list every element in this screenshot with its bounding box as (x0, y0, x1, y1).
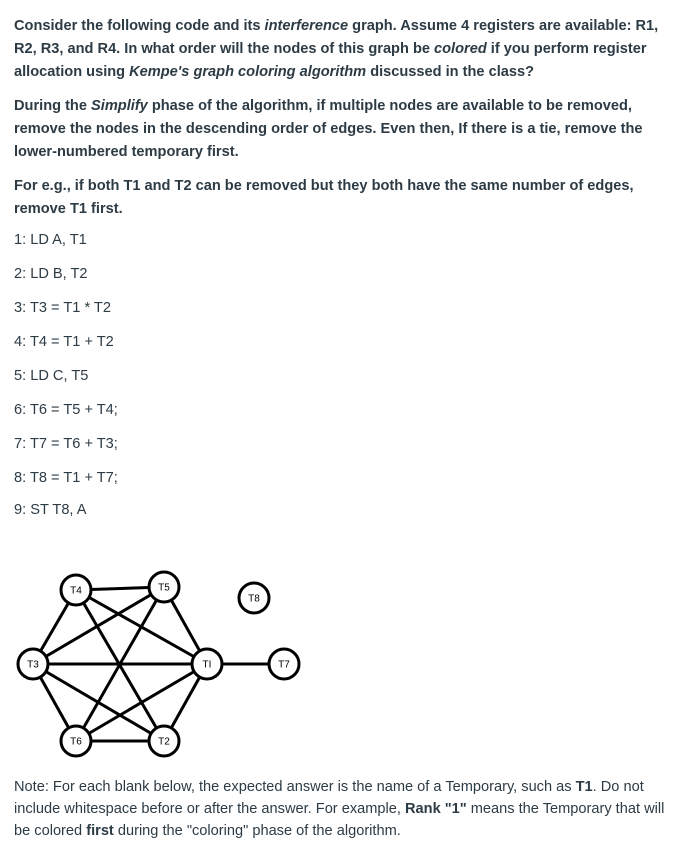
q1-text-g: discussed in the class? (366, 64, 535, 80)
q1-text-a: Consider the following code and its (14, 18, 265, 34)
node-t2 (149, 726, 179, 756)
note-bold-rank: Rank "1" (405, 801, 467, 817)
q1-emphasis-kempe: Kempe's graph coloring algorithm (129, 64, 367, 80)
code-line-4: 4: T4 = T1 + T2 (14, 334, 114, 350)
node-t7-label: T7 (278, 659, 290, 671)
code-line-8: 8: T8 = T1 + T7; (14, 470, 118, 486)
node-t5 (149, 572, 179, 602)
question-paragraph-3: For e.g., if both T1 and T2 can be removed but they both have the same number of edges, remove T1 first. (14, 178, 634, 217)
code-line-7: 7: T7 = T6 + T3; (14, 436, 118, 452)
node-t2-label: T2 (158, 736, 170, 748)
code-line-1: 1: LD A, T1 (14, 232, 87, 248)
note-text-g: during the "coloring" phase of the algorithm. (113, 823, 401, 839)
q1-text-e: if you perform register allocation using (14, 41, 647, 80)
note-bold-first: first (86, 823, 114, 839)
node-t3 (18, 649, 48, 679)
node-t6-label: T6 (70, 736, 82, 748)
edge-t5-t3 (33, 587, 164, 664)
node-t1-label: TI (202, 659, 212, 671)
note-bold-t1: T1 (575, 779, 593, 795)
node-t8-label: T8 (248, 593, 260, 605)
node-t4 (61, 575, 91, 605)
q1-emphasis-colored: colored (434, 41, 487, 57)
node-t1 (192, 649, 222, 679)
node-t7 (269, 649, 299, 679)
note-text-c: . Do not include whitespace before or after the answer. For example, (14, 779, 644, 817)
code-line-2: 2: LD B, T2 (14, 266, 88, 282)
node-t8 (239, 583, 269, 613)
note-text-e: means the Temporary that will be colored (14, 801, 665, 839)
q2-text-c: phase of the algorithm, if multiple nodes are available to be removed, remove the nodes in the descending order of edges. Even then, If there is a tie, remove the lower-numbered temporary first. (14, 98, 643, 160)
note-text (14, 776, 678, 842)
q2-emphasis-simplify: Simplify (91, 98, 148, 114)
code-line-9: 9: ST T8, A (14, 502, 87, 518)
node-t4-label: T4 (70, 585, 82, 597)
node-t3-label: T3 (27, 659, 39, 671)
code-line-3: 3: T3 = T1 * T2 (14, 300, 111, 316)
node-t5-label: T5 (158, 582, 170, 594)
note-text-a: Note: For each blank below, the expected answer is the name of a Temporary, such as (14, 779, 576, 795)
q1-emphasis-interference: interference (264, 18, 349, 34)
node-t6 (61, 726, 91, 756)
code-line-5: 5: LD C, T5 (14, 368, 89, 384)
q1-text-c: graph. Assume 4 registers are available: R1, R2, R3, and R4. In what order will the nodes of this graph be (14, 18, 659, 57)
q2-text-a: During the (14, 98, 92, 114)
code-line-6: 6: T6 = T5 + T4; (14, 402, 118, 418)
